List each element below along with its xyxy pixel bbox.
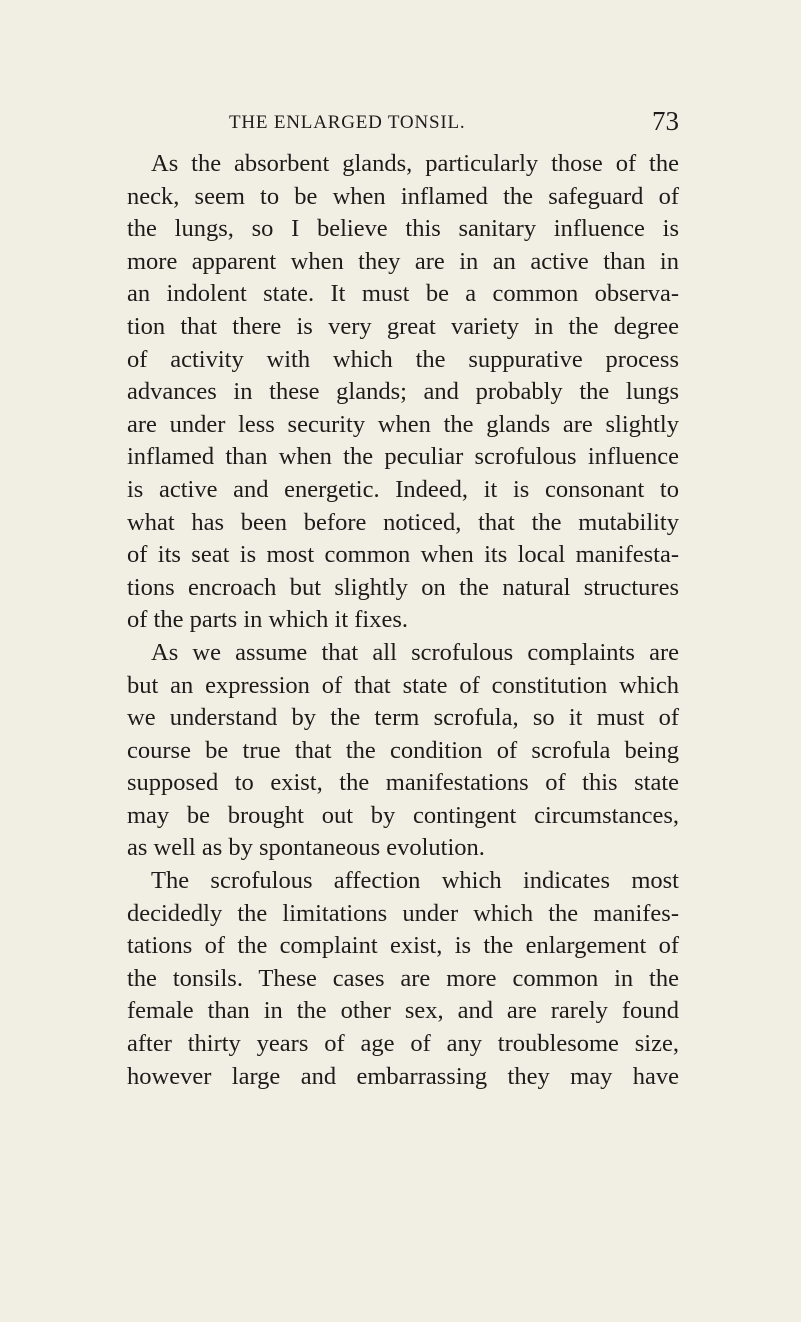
- text-line: of the parts in which it fixes.: [127, 606, 409, 634]
- text-line: tions encroach but slightly on the natural structures: [127, 573, 679, 601]
- text-line: neck, seem to be when inflamed the safeguard of: [127, 182, 679, 210]
- paragraph-2: [127, 637, 679, 865]
- text-line: the tonsils. These cases are more common in the: [127, 964, 679, 992]
- body-text: [127, 148, 679, 1093]
- text-line: an indolent state. It must be a common observa-: [127, 280, 679, 308]
- text-line: of its seat is most common when its local manifesta-: [127, 541, 679, 569]
- text-line: may be brought out by contingent circumstances,: [127, 801, 679, 829]
- text-line: advances in these glands; and probably the lungs: [127, 378, 679, 406]
- text-line: is active and energetic. Indeed, it is consonant to: [127, 475, 679, 503]
- page-number: 73: [652, 106, 679, 136]
- page-header: [229, 106, 679, 144]
- text-line: however large and embarrassing they may have: [127, 1062, 679, 1090]
- text-line: what has been before noticed, that the mutability: [127, 508, 679, 536]
- text-line: tations of the complaint exist, is the enlargement of: [127, 932, 679, 960]
- running-title: THE ENLARGED TONSIL.: [229, 112, 466, 133]
- text-line: course be true that the condition of scrofula being: [127, 736, 679, 764]
- text-line: are under less security when the glands are slightly: [127, 410, 679, 438]
- text-line: more apparent when they are in an active than in: [127, 247, 679, 275]
- text-line: As we assume that all scrofulous complaints are: [151, 638, 679, 666]
- text-line: As the absorbent glands, particularly those of the: [151, 150, 679, 177]
- text-line: of activity with which the suppurative process: [127, 345, 679, 373]
- text-line: but an expression of that state of constitution which: [127, 671, 679, 699]
- text-line: inflamed than when the peculiar scrofulous influence: [127, 443, 679, 471]
- text-line: tion that there is very great variety in the degree: [127, 312, 679, 340]
- paragraph-3: [127, 865, 679, 1093]
- text-line: The scrofulous affection which indicates most: [151, 867, 679, 895]
- text-line: the lungs, so I believe this sanitary influence is: [127, 215, 679, 243]
- text-line: we understand by the term scrofula, so it must of: [127, 704, 679, 732]
- text-line: supposed to exist, the manifestations of this state: [127, 769, 679, 797]
- text-line: after thirty years of age of any troublesome size,: [127, 1030, 679, 1058]
- text-line: decidedly the limitations under which the manifes-: [127, 899, 679, 927]
- paragraph-1: [127, 148, 679, 637]
- text-line: female than in the other sex, and are rarely found: [127, 997, 679, 1025]
- text-line: as well as by spontaneous evolution.: [127, 834, 485, 862]
